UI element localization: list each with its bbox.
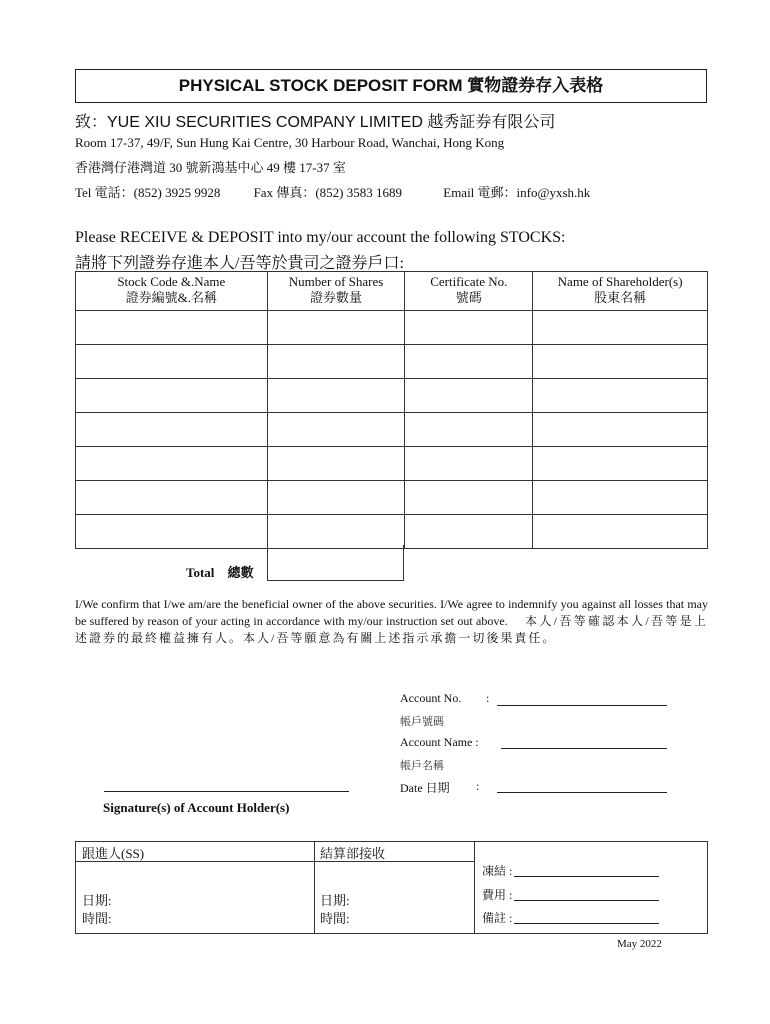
followup-header-row [76,842,314,862]
total-shares-field[interactable] [267,545,404,581]
header-certificate-zh: 號碼 [455,290,482,305]
account-no-colon: : [486,691,490,705]
table-row [76,413,708,447]
stock-code-cell[interactable] [76,311,268,345]
total-label [186,562,254,581]
shareholder-cell[interactable] [533,413,708,447]
total-label-en: Total [186,565,215,580]
header-shareholder-name [533,272,708,311]
header-certificate-en: Certificate No. [430,274,508,289]
account-no-field[interactable] [497,705,667,706]
table-row [76,515,708,549]
table-row [76,345,708,379]
stock-code-cell[interactable] [76,447,268,481]
stock-code-cell[interactable] [76,379,268,413]
settlement-header-row [314,842,474,862]
followup-column [76,842,315,933]
shares-cell[interactable] [267,345,405,379]
header-number-of-shares [267,272,405,311]
table-row [76,481,708,515]
certificate-cell[interactable] [405,413,533,447]
followup-time-label: 時間: [82,911,112,926]
followup-header: 跟進人(SS) [82,846,145,861]
fee-label: 費用 : [482,888,513,902]
account-name-label-zh: 帳戶名稱 [400,760,444,772]
fee-field[interactable] [514,900,659,901]
shareholder-cell[interactable] [533,379,708,413]
fax-number: Fax 傳真：(852) 3583 1689 [253,185,402,200]
tel-number: Tel 電話：(852) 3925 9928 [75,185,221,200]
account-name-label: Account Name : [400,735,479,749]
table-row [76,379,708,413]
declaration [75,596,708,647]
settlement-date-label: 日期: [320,893,350,908]
date-field[interactable] [497,792,667,793]
instruction-english: Please RECEIVE & DEPOSIT into my/our account the following STOCKS: [75,229,566,246]
instruction-chinese: 請將下列證券存進本人/吾等於貴司之證券戶口: [75,255,404,272]
header-stock-code [76,272,268,311]
signature-field[interactable] [104,791,349,792]
shares-cell[interactable] [267,379,405,413]
account-no-label-zh: 帳戶號碼 [400,716,444,728]
shareholder-cell[interactable] [533,447,708,481]
header-stock-code-en: Stock Code &.Name [117,274,226,289]
date-colon: : [476,779,480,793]
form-version-date: May 2022 [617,938,662,950]
settlement-time-label: 時間: [320,911,350,926]
shareholder-cell[interactable] [533,515,708,549]
certificate-cell[interactable] [405,311,533,345]
certificate-cell[interactable] [405,345,533,379]
certificate-cell[interactable] [405,481,533,515]
freeze-label: 凍結 : [482,864,513,878]
address-english: Room 17-37, 49/F, Sun Hung Kai Centre, 30 Harbour Road, Wanchai, Hong Kong [75,135,505,150]
remark-field[interactable] [514,923,659,924]
header-shareholder-zh: 股東名稱 [594,290,647,305]
shareholder-cell[interactable] [533,311,708,345]
certificate-cell[interactable] [405,515,533,549]
table-row [76,447,708,481]
remark-label: 備註 : [482,911,513,925]
stock-code-cell[interactable] [76,413,268,447]
total-label-zh: 總數 [227,565,254,580]
certificate-cell[interactable] [405,447,533,481]
freeze-field[interactable] [514,876,659,877]
form-title: PHYSICAL STOCK DEPOSIT FORM 實物證券存入表格 [75,69,707,103]
office-use-box [75,841,708,934]
shares-cell[interactable] [267,311,405,345]
header-shareholder-en: Name of Shareholder(s) [557,274,683,289]
followup-date-label: 日期: [82,893,112,908]
signature-label: Signature(s) of Account Holder(s) [103,800,290,815]
table-row [76,311,708,345]
date-label: Date 日期 [400,781,450,795]
declaration-chinese: 本人/吾等確認本人/吾等是上述證券的最終權益擁有人。本人/吾等願意為有關上述指示承擔一切後果責任。 [75,614,709,645]
shares-cell[interactable] [267,413,405,447]
stocks-table [75,271,708,549]
account-name-field[interactable] [501,748,667,749]
shares-cell[interactable] [267,515,405,549]
declaration-english: I/We confirm that I/we am/are the beneficial owner of the above securities. I/We agree to indemnify you against all losses that may be suffered by reason of your acting in accordance with my/our instruction set out above. [75,597,708,628]
shares-cell[interactable] [267,481,405,515]
shareholder-cell[interactable] [533,345,708,379]
account-no-label: Account No. [400,691,462,705]
stock-code-cell[interactable] [76,481,268,515]
shareholder-cell[interactable] [533,481,708,515]
settlement-column [314,842,475,933]
stock-code-cell[interactable] [76,515,268,549]
recipient-line: 致：YUE XIU SECURITIES COMPANY LIMITED 越秀証券有限公司 [75,114,556,131]
header-certificate-no [405,272,533,311]
header-shares-zh: 證券數量 [310,290,363,305]
stocks-table-header [76,272,708,311]
certificate-cell[interactable] [405,379,533,413]
shares-cell[interactable] [267,447,405,481]
contact-line [75,182,618,201]
stock-code-cell[interactable] [76,345,268,379]
settlement-header: 結算部接收 [320,846,386,861]
address-chinese: 香港灣仔港灣道 30 號新鴻基中心 49 樓 17-37 室 [75,160,346,175]
admin-column [474,842,707,933]
header-stock-code-zh: 證券編號&.名稱 [125,290,217,305]
email-address: Email 電郵：info@yxsh.hk [443,185,591,200]
header-shares-en: Number of Shares [288,274,384,289]
